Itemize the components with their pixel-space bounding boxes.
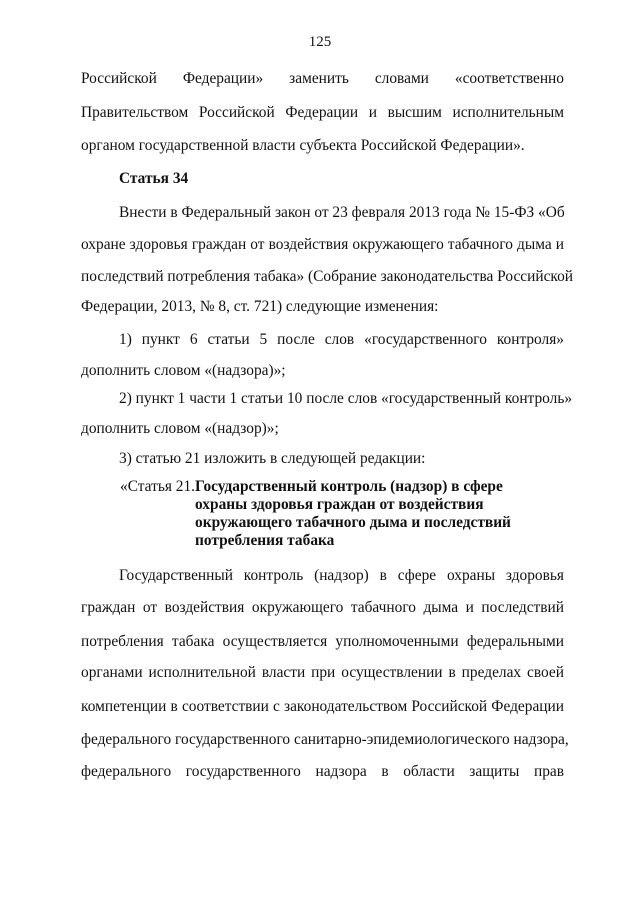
article-34-paragraph-line-1: Внести в Федеральный закон от 23 февраля 2013 года № 15-ФЗ «Об [119, 204, 565, 221]
article-21-body-line-3: потребления табака осуществляется уполномоченными федеральными [81, 633, 564, 650]
intro-line-2: Правительством Российской Федерации и высшим исполнительным [81, 104, 564, 121]
page-number: 125 [308, 34, 332, 50]
article-34-paragraph-line-2: охране здоровья граждан от воздействия окружающего табачного дыма и [81, 236, 564, 253]
article-21-title: Государственный контроль (надзор) в сфере охраны здоровья граждан от воздействия окружающего табачного дыма и последствий потребления табака [195, 478, 511, 549]
article-34-paragraph-line-4: Федерации, 2013, № 8, ст. 721) следующие изменения: [81, 298, 439, 315]
amendment-item-3: 3) статью 21 изложить в следующей редакции: [119, 450, 426, 467]
article-34-heading: Статья 34 [119, 170, 189, 187]
amendment-item-1-line-2: дополнить словом «(надзора)»; [81, 362, 286, 379]
article-21-heading [120, 478, 540, 550]
article-21-body-line-1: Государственный контроль (надзор) в сфере охраны здоровья [119, 567, 564, 584]
article-21-prefix: «Статья 21. [120, 478, 196, 495]
intro-line-3: органом государственной власти субъекта Российской Федерации». [81, 137, 525, 154]
article-21-body-line-4: органами исполнительной власти при осуществлении в пределах своей [81, 664, 564, 681]
article-21-body-line-2: граждан от воздействия окружающего табачного дыма и последствий [81, 599, 564, 616]
article-21-body-line-5: компетенции в соответствии с законодательством Российской Федерации [81, 698, 564, 715]
article-21-body-line-7: федерального государственного надзора в области защиты прав [81, 763, 564, 780]
intro-line-1: Российской Федерации» заменить словами «соответственно [81, 70, 564, 87]
amendment-item-2-line-1: 2) пункт 1 части 1 статьи 10 после слов «государственный контроль» [119, 390, 573, 407]
amendment-item-1-line-1: 1) пункт 6 статьи 5 после слов «государственного контроля» [119, 331, 564, 348]
article-34-paragraph-line-3: последствий потребления табака» (Собрание законодательства Российской [81, 268, 574, 285]
amendment-item-2-line-2: дополнить словом «(надзор)»; [81, 420, 279, 437]
article-21-body-line-6: федерального государственного санитарно-эпидемиологического надзора, [81, 731, 569, 748]
